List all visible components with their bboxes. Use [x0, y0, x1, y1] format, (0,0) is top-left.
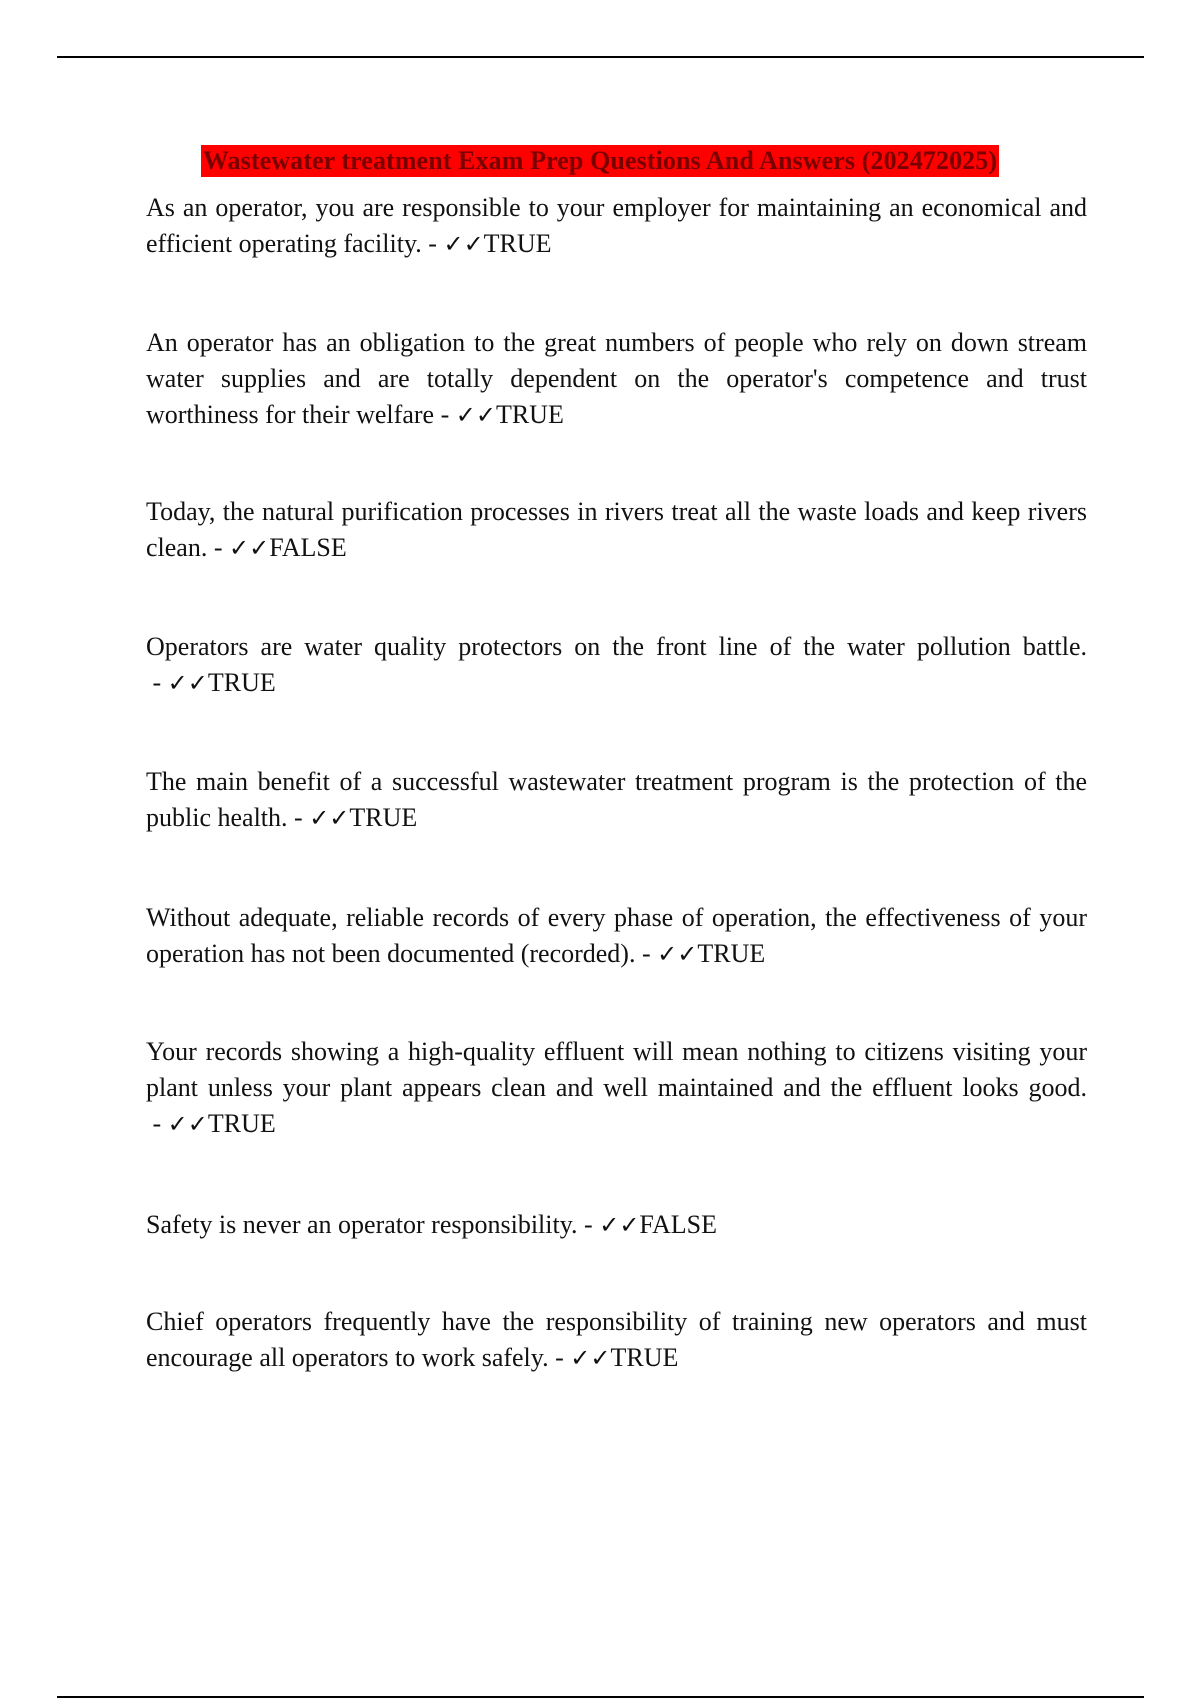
double-check-icon: ✓✓	[443, 230, 484, 258]
answer-text: FALSE	[639, 1210, 717, 1239]
separator: -	[207, 533, 230, 562]
top-rule	[57, 56, 1144, 58]
qa-item	[146, 1207, 1087, 1243]
answer-text: TRUE	[207, 1109, 276, 1138]
answer-text: TRUE	[697, 939, 766, 968]
separator: -	[635, 939, 658, 968]
double-check-icon: ✓✓	[657, 940, 698, 968]
question-text: Operators are water quality protectors on the front line of the water pollution battle.	[146, 632, 1087, 661]
qa-item	[146, 900, 1087, 972]
answer-text: TRUE	[610, 1343, 679, 1372]
answer-text: TRUE	[349, 803, 418, 832]
title-container	[0, 145, 1200, 177]
double-check-icon: ✓✓	[570, 1344, 611, 1372]
double-check-icon: ✓✓	[599, 1211, 640, 1239]
double-check-icon: ✓✓	[167, 1110, 208, 1138]
question-text: The main benefit of a successful wastewater treatment program is the protection of the public health.	[146, 767, 1087, 832]
separator: -	[421, 229, 444, 258]
question-text: Chief operators frequently have the responsibility of training new operators and must encourage all operators to work safely.	[146, 1307, 1087, 1372]
qa-item	[146, 190, 1087, 262]
question-text: Safety is never an operator responsibility.	[146, 1210, 578, 1239]
double-check-icon: ✓✓	[229, 534, 270, 562]
qa-item	[146, 629, 1087, 701]
qa-item	[146, 494, 1087, 566]
qa-item	[146, 1304, 1087, 1376]
double-check-icon: ✓✓	[309, 804, 350, 832]
separator: -	[434, 400, 456, 429]
answer-text: TRUE	[483, 229, 552, 258]
separator: -	[548, 1343, 571, 1372]
answer-text: FALSE	[269, 533, 347, 562]
question-text: An operator has an obligation to the great numbers of people who rely on down stream water supplies and are totally dependent on the operator's competence and trust worthiness for their welfare	[146, 328, 1087, 429]
question-text: As an operator, you are responsible to your employer for maintaining an economical and efficient operating facility.	[146, 193, 1087, 258]
question-text: Your records showing a high-quality effluent will mean nothing to citizens visiting your plant unless your plant appears clean and well maintained and the effluent looks good.	[146, 1037, 1087, 1102]
answer-text: TRUE	[495, 400, 564, 429]
double-check-icon: ✓✓	[455, 401, 496, 429]
document-title: Wastewater treatment Exam Prep Questions And Answers (202472025)	[202, 146, 998, 175]
question-text: Today, the natural purification processes in rivers treat all the waste loads and keep rivers clean.	[146, 497, 1087, 562]
qa-item	[146, 764, 1087, 836]
qa-item	[146, 325, 1087, 433]
qa-item	[146, 1034, 1087, 1142]
separator: -	[146, 1109, 168, 1138]
answer-text: TRUE	[207, 668, 276, 697]
double-check-icon: ✓✓	[167, 669, 208, 697]
question-text: Without adequate, reliable records of every phase of operation, the effectiveness of your operation has not been documented (recorded).	[146, 903, 1087, 968]
separator: -	[287, 803, 310, 832]
bottom-rule	[57, 1696, 1144, 1698]
separator: -	[146, 668, 168, 697]
separator: -	[577, 1210, 600, 1239]
